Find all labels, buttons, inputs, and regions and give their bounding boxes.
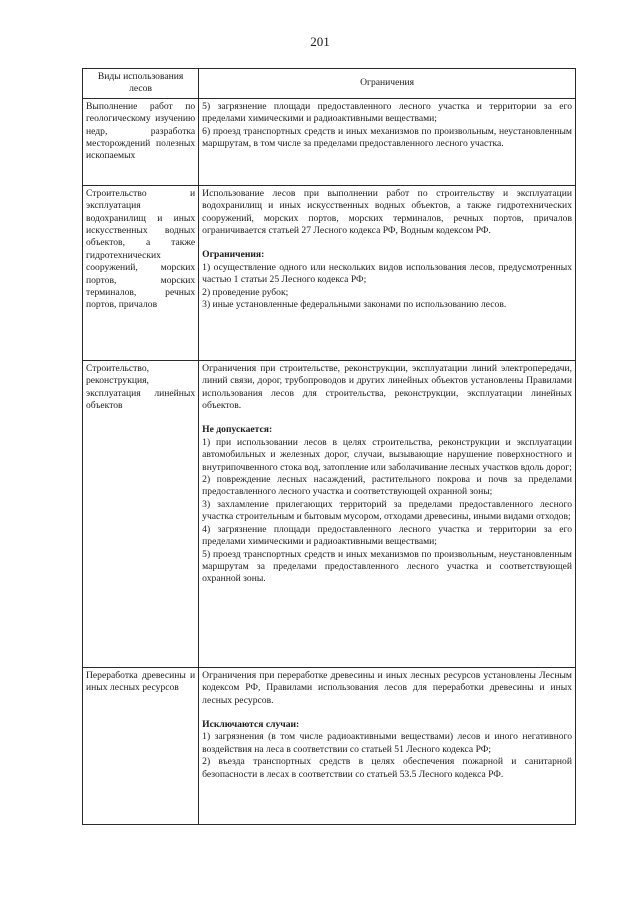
restrictions-cell [199,360,576,667]
header-restrictions: Ограничения [199,69,576,99]
restriction-item: 5) проезд транспортных средств и иных механизмов по произвольным, неустановленным маршрутам за пределами предоставленного лесного участка и соответствующей охранной зоны. [202,548,572,585]
forest-use-restrictions-table [82,68,576,825]
restrictions-cell [199,667,576,824]
forest-use-type-cell: Переработка древесины и иных лесных ресурсов [83,667,199,824]
restriction-item: 2) повреждение лесных насаждений, растительного покрова и почв за пределами предоставленного лесного участка и соответствующей охранной зоны; [202,474,572,498]
forest-use-type-cell: Строительство и эксплуатация водохранилищ и иных искусственных водных объектов, а также гидротехнических сооружений, морских портов, морских терминалов, речных портов, причалов [83,185,199,360]
restriction-item: 3) иные установленные федеральными законами по использованию лесов. [202,299,507,311]
page-number: 201 [310,34,330,49]
forest-use-type-cell: Строительство, реконструкция, эксплуатация линейных объектов [83,360,199,667]
header-forest-use-type: Виды использования лесов [83,69,199,99]
restriction-item: 5) загрязнение площади предоставленного лесного участка и территории за его пределами химическими и радиоактивными веществами; [202,100,572,125]
table-row [83,185,576,360]
restriction-item: 1) при использовании лесов в целях строительства, реконструкции и эксплуатации автомобильных и железных дорог, случаи, вызывающие нарушение поверхностного и внутрипочвенного стока вод, затопление или заболачивание лесных участков вдоль дорог; [202,436,572,473]
restriction-item: 6) проезд транспортных средств и иных механизмов по произвольным, неустановленным маршрутам, в том числе за пределами предоставленного лесного участка. [202,125,572,150]
restriction-item: 2) въезда транспортных средств в целях обеспечения пожарной и санитарной безопасности в лесах в соответствии со статьей 53.5 Лесного кодекса РФ. [202,756,572,780]
table-header-row [83,69,576,99]
restriction-item: 4) загрязнение площади предоставленного лесного участка и территории за его пределами химическими и радиоактивными веществами; [202,523,572,548]
restriction-item: 1) осуществление одного или нескольких видов использования лесов, предусмотренных частью 1 статьи 25 Лесного кодекса РФ; [202,261,572,286]
table-row [83,98,576,185]
table-row [83,667,576,824]
restriction-sub-heading: Ограничения: [202,249,265,261]
restrictions-cell [199,185,576,360]
table-row [83,360,576,667]
restriction-intro: Использование лесов при выполнении работ по строительству и эксплуатации водохранилищ и иных искусственных водных объектов, а также гидротехнических сооружений, морских портов, морских терминалов, речных портов, причалов ограничивается статьей 27 Лесного кодекса РФ, Водным кодексом РФ. [202,187,572,237]
restriction-sub-heading: Исключаются случаи: [202,719,300,731]
restriction-intro: Ограничения при переработке древесины и иных лесных ресурсов установлены Лесным кодексом РФ, Правилами использования лесов для переработки древесины и иных лесных ресурсов. [202,669,572,706]
restriction-item: 2) проведение рубок; [202,286,289,298]
forest-use-type-cell: Выполнение работ по геологическому изучению недр, разработка месторождений полезных ископаемых [83,98,199,185]
restriction-intro: Ограничения при строительстве, реконструкции, эксплуатации линий электропередачи, линий связи, дорог, трубопроводов и других линейных объектов установлены Правилами использования лесов для строительства, реконструкции, эксплуатации линейных объектов. [202,362,572,412]
restriction-item: 3) захламление прилегающих территорий за пределами предоставленного лесного участка строительным и бытовым мусором, отходами древесины, иными видами отходов; [202,498,572,523]
restriction-item: 1) загрязнения (в том числе радиоактивными веществами) лесов и иного негативного воздействия на леса в соответствии со статьей 51 Лесного кодекса РФ; [202,731,572,755]
restrictions-cell [199,98,576,185]
restriction-sub-heading: Не допускается: [202,424,273,436]
